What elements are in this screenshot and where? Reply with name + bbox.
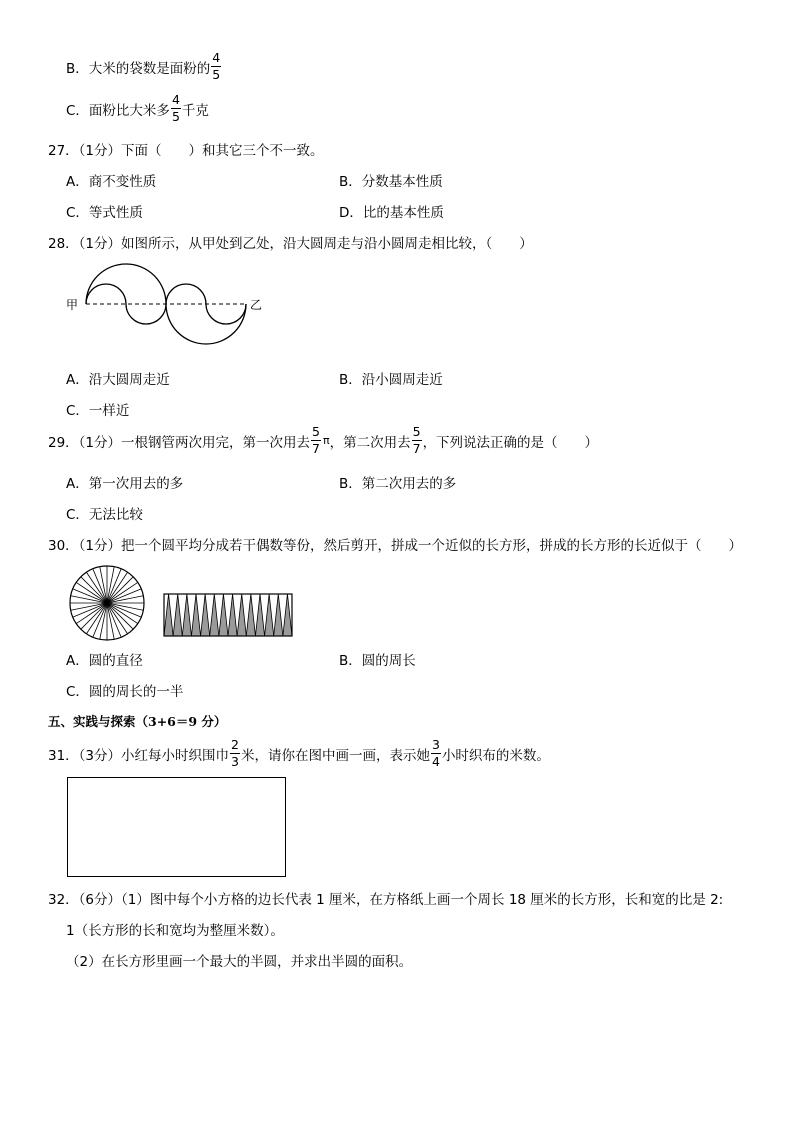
circle-sector-line [107,577,133,603]
sector-piece [283,594,292,636]
circle-sector-line [81,603,107,629]
q28-option-b: B．沿小圆周走近 [339,372,443,388]
q29-option-c: C．无法比较 [66,507,143,523]
q31-drawing-rectangle[interactable] [67,777,286,877]
sector-piece [201,594,210,636]
start-label: 甲 [66,298,79,312]
sector-piece [164,594,173,636]
end-label: 乙 [250,298,263,312]
sector-piece [255,594,264,636]
q28-circles-figure [62,258,262,348]
q29-option-b: B．第二次用去的多 [339,476,457,492]
circle-sector-line [81,577,107,603]
q29-option-a: A．第一次用去的多 [66,476,184,492]
q28-option-c: C．一样近 [66,403,130,419]
sector-piece [182,594,191,636]
fraction: $\frac{5}{7}$ [312,424,320,456]
sector-piece [237,594,246,636]
fraction: $\frac{4}{5}$ [171,92,180,124]
sector-piece [265,594,274,636]
fraction: $\frac{2}{3}$ [231,737,239,769]
q26-option-b: B．大米的袋数是面粉的 $\frac{4}{5}$ [66,50,221,82]
q30-approx-rectangle-figure [163,593,295,639]
q27-option-a: A．商不变性质 [66,174,157,190]
sector-piece [191,594,200,636]
sector-piece [173,594,182,636]
sector-piece [228,594,237,636]
sector-piece [274,594,283,636]
q27-option-d: D．比的基本性质 [339,205,444,221]
q30-option-c: C．圆的周长的一半 [66,684,184,700]
circle-sector-line [107,603,133,629]
sector-piece [219,594,228,636]
fraction: $\frac{4}{5}$ [212,50,221,82]
q26-option-c: C．面粉比大米多 $\frac{4}{5}$ 千克 [66,92,209,124]
fraction: $\frac{5}{7}$ [412,424,421,456]
q32-line-2: 1（长方形的长和宽均为整厘米数）。 [66,923,284,939]
section-heading: 五、实践与探索（3+6＝9 分） [48,714,227,729]
q32-line-3: （2）在长方形里画一个最大的半圆，并求出半圆的面积。 [66,954,413,970]
q29-stem: 29．（1分）一根钢管两次用完，第一次用去 $\frac{5}{7}$ π ，第二次用去 $\frac{5}{7}$ ，下列说法正确的是（ ） [48,424,599,456]
q32-line-1: 32．（6分）（1）图中每个小方格的边长代表 1 厘米，在方格纸上画一个周长 18 厘米的长方形，长和宽的比是 2: [48,892,724,908]
q31-stem: 31．（3分）小红每小时织围巾 $\frac{2}{3}$ 米，请你在图中画一画，表示她 $\frac{3}{4}$ 小时织布的米数。 [48,737,550,769]
sector-piece [246,594,255,636]
q28-stem: 28．（1分）如图所示，从甲处到乙处，沿大圆周走与沿小圆周走相比较，（ ） [48,236,533,252]
q27-option-c: C．等式性质 [66,205,143,221]
q30-stem: 30．（1分）把一个圆平均分成若干偶数等份，然后剪开，拼成一个近似的长方形，拼成的长方形的长近似于（ ） [48,538,743,554]
fraction: $\frac{3}{4}$ [431,737,440,769]
q30-option-a: A．圆的直径 [66,653,143,669]
q30-option-b: B．圆的周长 [339,653,416,669]
q30-divided-circle-figure [66,562,150,646]
q27-stem: 27．（1分）下面（ ）和其它三个不一致。 [48,143,324,159]
q27-option-b: B．分数基本性质 [339,174,443,190]
q28-option-a: A．沿大圆周走近 [66,372,170,388]
sector-piece [210,594,219,636]
